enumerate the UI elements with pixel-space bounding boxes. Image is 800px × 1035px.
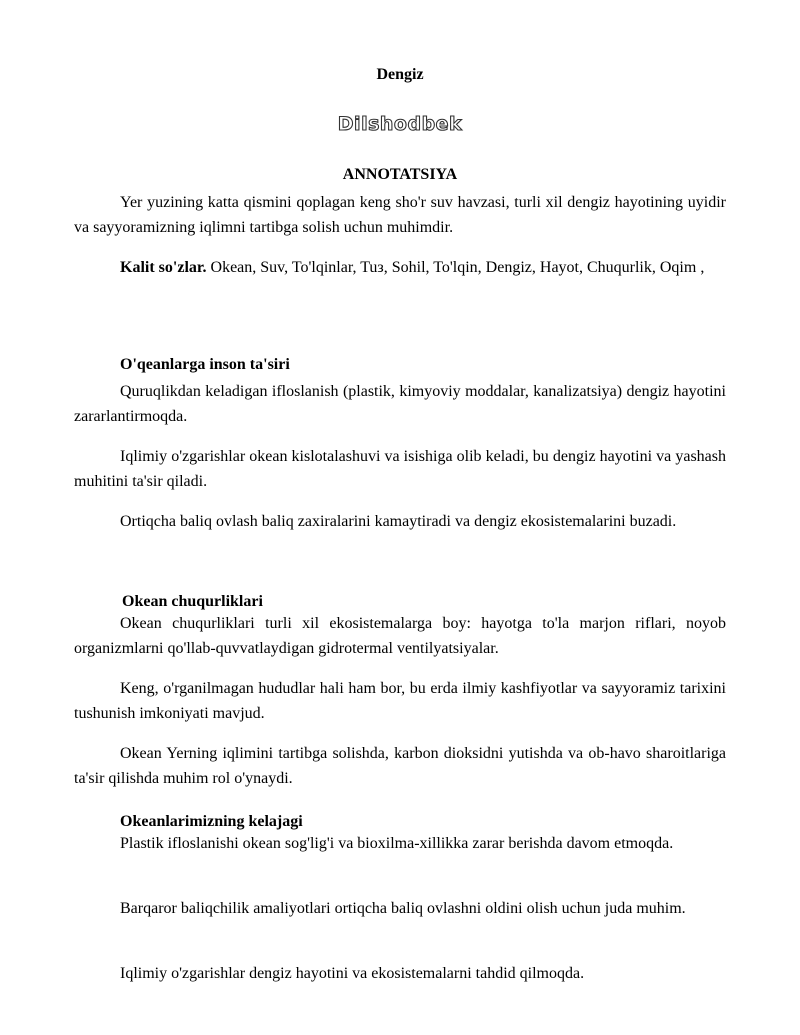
document-author: Dilshodbek bbox=[337, 113, 463, 135]
section-heading: Okeanlarimizning kelajagi bbox=[120, 813, 303, 830]
section-paragraph: Quruqlikdan keladigan ifloslanish (plastik, kimyoviy moddalar, kanalizatsiya) dengiz hayotini zararlantirmoqda. bbox=[74, 383, 726, 425]
annotation-paragraph: Yer yuzining katta qismini qoplagan keng sho'r suv havzasi, turli xil dengiz hayotining uyidir va sayyoramizning iqlimni tartibga solish uchun muhimdir. bbox=[74, 194, 726, 236]
keywords-label: Kalit so'zlar. bbox=[120, 259, 207, 276]
section-paragraph: Okean Yerning iqlimini tartibga solishda, karbon dioksidni yutishda va ob-havo sharoitlariga ta'sir qilishda muhim rol o'ynaydi. bbox=[74, 745, 726, 787]
document-title: Dengiz bbox=[376, 66, 424, 83]
section-paragraph: Iqlimiy o'zgarishlar okean kislotalashuvi va isishiga olib keladi, bu dengiz hayotini va yashash muhitini ta'sir qiladi. bbox=[74, 448, 726, 490]
section-paragraph: Plastik ifloslanishi okean sog'lig'i va bioxilma-xillikka zarar berishda davom etmoqda. bbox=[120, 835, 674, 852]
keywords-paragraph bbox=[74, 255, 726, 280]
section-paragraph: Iqlimiy o'zgarishlar dengiz hayotini va ekosistemalarni tahdid qilmoqda. bbox=[120, 965, 585, 982]
section-heading: O'qeanlarga inson ta'siri bbox=[120, 356, 290, 373]
section-paragraph: Barqaror baliqchilik amaliyotlari ortiqcha baliq ovlashni oldini olish uchun juda muhim. bbox=[120, 900, 686, 917]
section-paragraph: Okean chuqurliklari turli xil ekosistemalarga boy: hayotga to'la marjon riflari, noyob organizmlarni qo'llab-quvvatlaydigan gidrotermal ventilyatsiyalar. bbox=[74, 615, 726, 657]
section-paragraph: Ortiqcha baliq ovlash baliq zaxiralarini kamaytiradi va dengiz ekosistemalarini buzadi. bbox=[120, 513, 677, 530]
keywords-text: Okean, Suv, To'lqinlar, Tuз, Sohil, To'lqin, Dengiz, Hayot, Chuqurlik, Oqim , bbox=[206, 259, 705, 276]
annotation-heading: ANNOTATSIYA bbox=[342, 166, 458, 183]
section-heading: Okean chuqurliklari bbox=[122, 593, 263, 610]
section-paragraph: Keng, o'rganilmagan hududlar hali ham bor, bu erda ilmiy kashfiyotlar va sayyoramiz tarixini tushunish imkoniyati mavjud. bbox=[74, 680, 726, 722]
